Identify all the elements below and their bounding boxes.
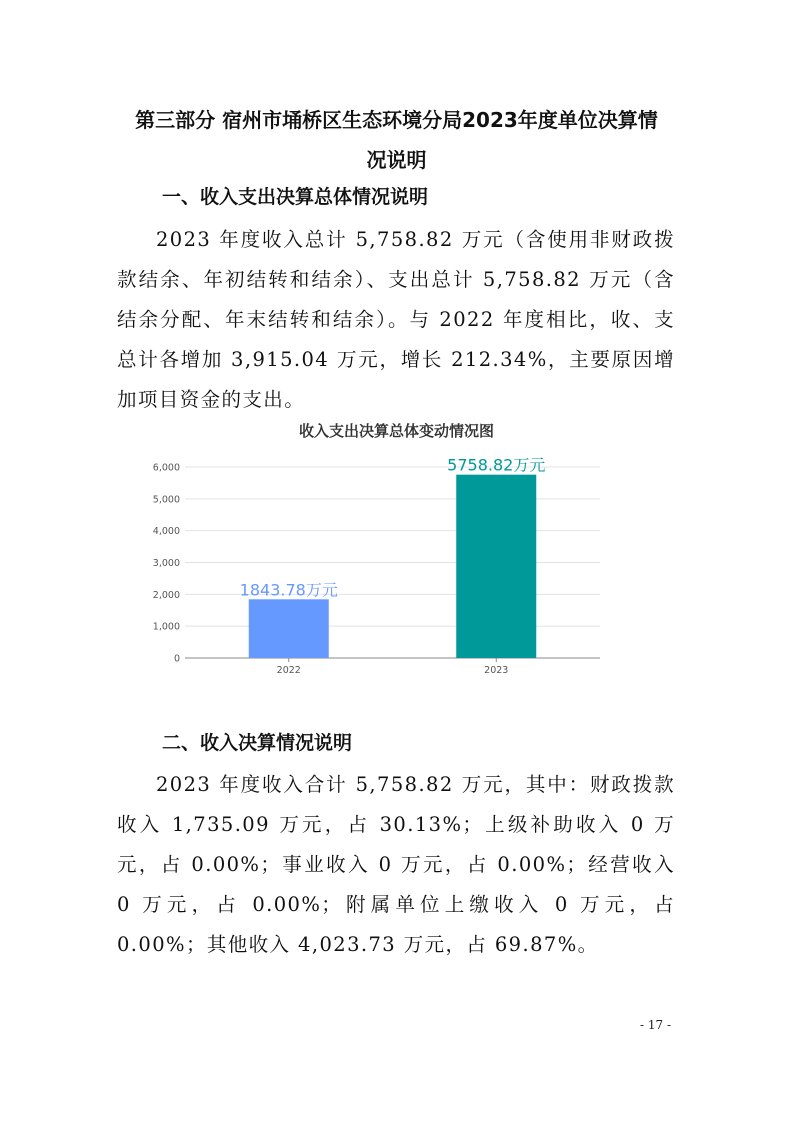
y-tick-label: 0 [173, 653, 180, 665]
section-title [100, 100, 693, 180]
bar [249, 599, 329, 658]
y-tick-label: 4,000 [152, 526, 180, 538]
y-tick-label: 5,000 [152, 494, 180, 506]
income-expense-chart [140, 450, 620, 680]
x-tick-label: 2022 [276, 665, 301, 676]
part1-paragraph: 2023 年度收入总计 5,758.82 万元（含使用非财政拨款结余、年初结转和结余）、支出总计 5,758.82 万元（含结余分配、年末结转和结余）。与 2022 年度相比，收、支总计各增加 3,915.04 万元，增长 212.34%，主要原因增加项目资金的支出。 [117, 228, 675, 411]
data-label: 5758.82万元 [447, 455, 546, 475]
x-tick-label: 2023 [484, 665, 509, 676]
part2-heading: 二、收入决算情况说明 [162, 732, 353, 754]
y-tick-label: 2,000 [152, 589, 180, 601]
chart-title: 收入支出决算总体变动情况图 [298, 422, 494, 440]
y-tick-label: 6,000 [152, 462, 180, 474]
section-title-line2: 况说明 [366, 148, 427, 172]
part1-heading: 一、收入支出决算总体情况说明 [162, 186, 429, 208]
data-label: 1843.78万元 [239, 580, 338, 600]
y-tick-label: 3,000 [152, 558, 180, 569]
y-tick-label: 1,000 [152, 621, 180, 633]
section-title-line1: 第三部分 宿州市埇桥区生态环境分局2023年度单位决算情 [135, 108, 658, 132]
part2-paragraph: 2023 年度收入合计 5,758.82 万元，其中：财政拨款收入 1,735.09 万元，占 30.13%；上级补助收入 0 万元，占 0.00%；事业收入 0 万元，占 0.00%；经营收入 0 万元，占 0.00%；附属单位上缴收入 0 万元，占 0.00%；其他收入 4,023.73 万元，占 69.87%。 [117, 773, 675, 956]
bar [456, 475, 536, 658]
page-number: - 17 - [640, 1018, 672, 1032]
